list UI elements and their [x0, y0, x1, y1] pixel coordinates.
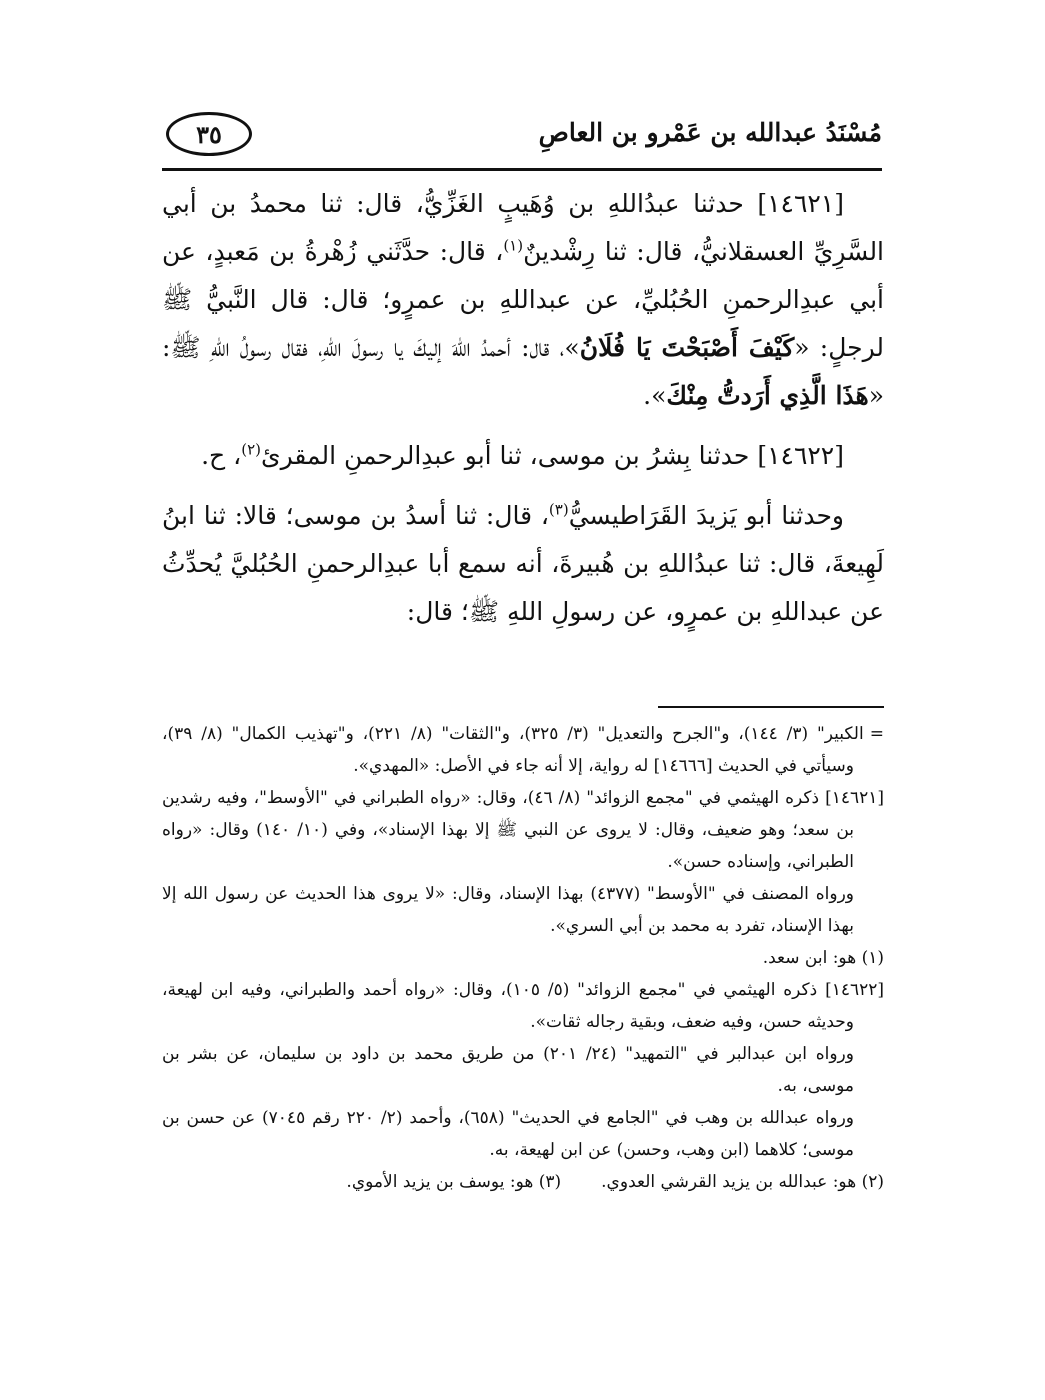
- hadith-text: ، قال: ثنا أسدُ بن موسى؛ قالا: ثنا ابنُ لَهِيعةَ، قال: ثنا عبدُاللهِ بن هُبيرةَ، أنه سمع أبا عبدِالرحمنِ الحُبُليَّ يُحدِّثُ عن عبداللهِ بن عمرٍو، عن رسولِ اللهِ ﷺ؛ قال:: [162, 501, 884, 626]
- footnote-text: هو: عبدالله بن يزيد القرشي العدوي.: [601, 1172, 862, 1192]
- footnote-text: ذكره الهيثمي في "مجمع الزوائد" (٨/ ٤٦)، وقال: «رواه الطبراني في "الأوسط"، وفيه رشدين بن سعد؛ وهو ضعيف، وقال: لا يروى عن النبي ﷺ إلا بهذا الإسناد»، وفي (١٠/ ١٤٠) وقال: «رواه الطبراني، وإسناده حسن».: [162, 788, 854, 872]
- main-text: [162, 180, 884, 636]
- page-number: [166, 112, 252, 156]
- footnote-number: (٣): [538, 1172, 562, 1192]
- footnote-14622-sub-2: ورواه عبدالله بن وهب في "الجامع في الحديث" (٦٥٨)، وأحمد (٢/ ٢٢٠ رقم ٧٠٤٥) عن حسن بن موسى؛ كلاهما (ابن وهب، وحسن) عن ابن لهيعة، به.: [162, 1108, 854, 1160]
- hadith-text: وحدثنا أبو يَزيدَ القَرَاطيسيُّ: [568, 501, 844, 530]
- hadith-text: ».: [643, 381, 667, 410]
- hadith-text: حدثنا بِشرُ بن موسى، ثنا أبو عبدِالرحمنِ المقرئ: [261, 441, 758, 470]
- hadith-number: [١٤٦٢١]: [757, 189, 844, 218]
- footnote-number: (١): [861, 948, 884, 968]
- footnote-continuation: [162, 718, 884, 782]
- hadith-text: حدثنا عبدُاللهِ بن وُهَيبٍ الغَزِّيُّ، قال: ثنا محمدُ بن أبي السَّرِيِّ العسقلانيُّ، قال: ثنا رِشْدينٌ: [162, 189, 885, 266]
- footnotes-2-3: [162, 1166, 884, 1198]
- hadith-number: [١٤٦٢٢]: [757, 441, 844, 470]
- prophetic-quote: كَيْفَ أَصْبَحْتَ يَا فُلَانُ: [579, 333, 795, 362]
- footnote-number: [١٤٦٢٢]: [825, 980, 884, 1000]
- footnotes: [162, 718, 884, 1198]
- footnote-1: [162, 942, 884, 974]
- running-title: مُسْنَدُ عبدالله بن عَمْرو بن العاصِ: [538, 118, 882, 147]
- hadith-text: ، ح.: [201, 441, 242, 470]
- prophetic-quote: هَذَا الَّذِي أَرَدتُّ مِنْكَ: [666, 381, 869, 410]
- footnote-text: ذكره الهيثمي في "مجمع الزوائد" (٥/ ١٠٥)، وقال: «رواه أحمد والطبراني، وفيه ابن لهيعة، وحديثه حسن، وفيه ضعف، وبقية رجاله ثقات».: [162, 980, 854, 1032]
- footnote-marker: (٢): [241, 440, 261, 459]
- footnote-marker: (١): [503, 236, 524, 255]
- footnote-14622-sub-1: ورواه ابن عبدالبر في "التمهيد" (٢٤/ ٢٠١) من طريق محمد بن داود بن سليمان، عن بشر بن موسى، به.: [162, 1044, 854, 1096]
- footnote-number: (٢): [861, 1172, 884, 1192]
- footnote-separator: [658, 706, 884, 708]
- continuation-mark: =: [869, 724, 884, 744]
- footnote-3: [346, 1166, 561, 1198]
- footnote-text: الكبير" (٣/ ١٤٤)، و"الجرح والتعديل" (٣/ ٣٢٥)، و"الثقات" (٨/ ٢٢١)، و"تهذيب الكمال" (٨/ ٣٩)، وسيأتي في الحديث [١٤٦٦٦] له رواية، إلا أنه جاء في الأصل: «المهدي».: [162, 724, 864, 776]
- hadith-text: ، قال: حدَّثَني زُهْرةُ بن مَعبدٍ، عن أبي عبدِالرحمنِ الحُبُليِّ، عن عبداللهِ بن عمرٍو؛ قال: قال النَّبيُّ ﷺ لرجلٍ: «: [162, 237, 884, 362]
- footnote-14621: [162, 782, 884, 878]
- footnote-marker: (٣): [548, 500, 569, 519]
- footnote-14622: [162, 974, 884, 1038]
- footnote-14621-sub: ورواه المصنف في "الأوسط" (٤٣٧٧) بهذا الإسناد، وقال: «لا يروى هذا الحديث عن رسول الله إلا بهذا الإسناد، تفرد به محمد بن أبي السري».: [162, 884, 854, 936]
- footnote-text: هو: ابن سعد.: [762, 948, 862, 968]
- hadith-14621: [162, 180, 884, 420]
- footnote-number: [١٤٦٢١]: [825, 788, 884, 808]
- header-rule: [162, 168, 882, 171]
- hadith-text: »، قال: أحمدُ اللهَ إليكَ يا رسولَ اللهِ، فقال رسولُ اللهِ ﷺ: «: [162, 333, 884, 410]
- footnote-text: هو: يوسف بن يزيد الأموي.: [346, 1172, 539, 1192]
- page-header: [162, 102, 882, 172]
- footnote-2: [601, 1166, 884, 1198]
- hadith-14622: [162, 432, 884, 480]
- hadith-14622-chain: [162, 492, 884, 636]
- page-number-text: ٣٥: [196, 119, 222, 149]
